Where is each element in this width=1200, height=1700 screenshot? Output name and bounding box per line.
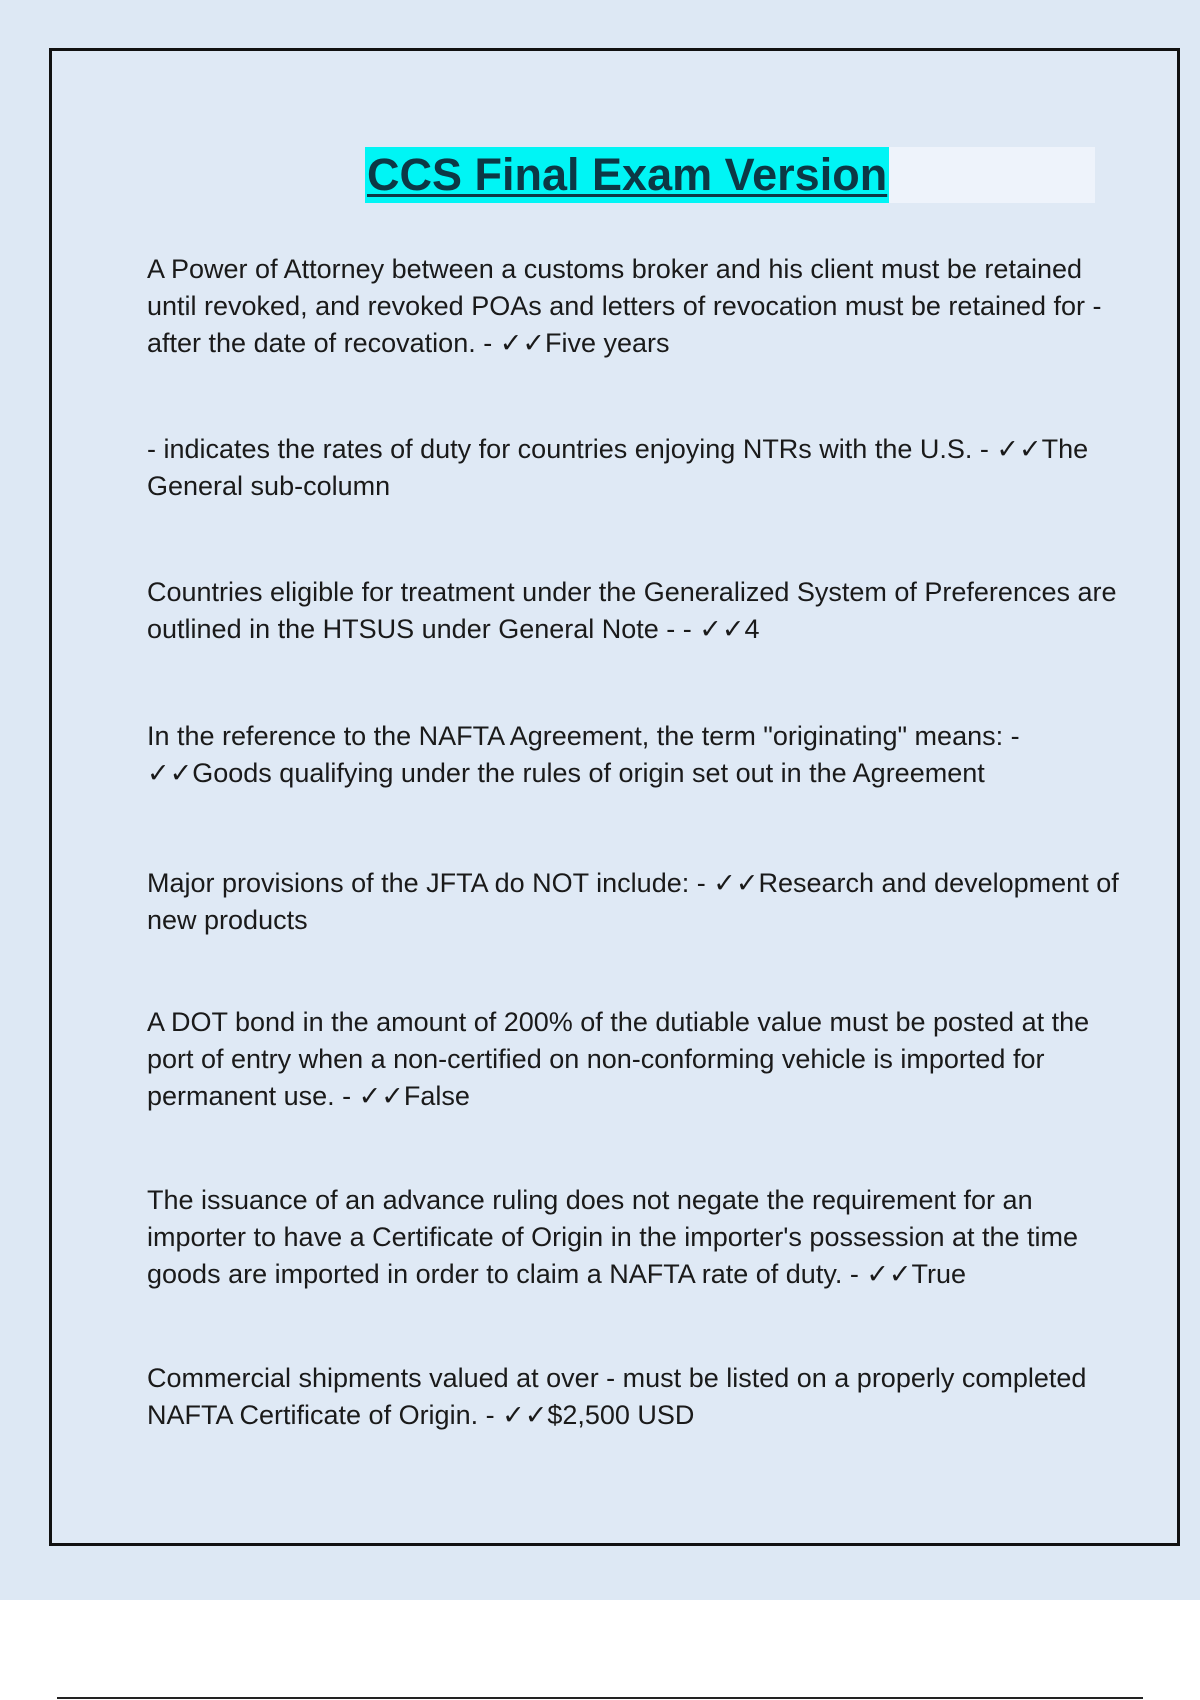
footer-divider: [57, 1697, 1143, 1699]
answer-text: ✓✓False: [358, 1081, 470, 1111]
question-item: [147, 431, 1137, 505]
question-text: Countries eligible for treatment under the Generalized System of Preferences are outlined in the HTSUS under General Note - -: [147, 577, 1117, 644]
answer-text: ✓✓Research and development of new products: [147, 868, 1119, 935]
answer-text: ✓✓True: [866, 1259, 967, 1289]
answer-text: ✓✓$2,500 USD: [502, 1400, 695, 1430]
question-text: Major provisions of the JFTA do NOT include: -: [147, 868, 714, 898]
question-item: [147, 574, 1137, 648]
answer-text: ✓✓Goods qualifying under the rules of origin set out in the Agreement: [147, 758, 985, 788]
answer-text: ✓✓The General sub-column: [147, 434, 1089, 501]
question-text: The issuance of an advance ruling does not negate the requirement for an importer to have a Certificate of Origin in the importer's possession at the time goods are imported in order to claim a NAFTA rate of duty. -: [147, 1185, 1079, 1289]
answer-text: ✓✓4: [699, 614, 760, 644]
question-item: [147, 251, 1137, 362]
question-item: [147, 1004, 1137, 1115]
question-item: [147, 718, 1137, 792]
question-text: A Power of Attorney between a customs broker and his client must be retained until revoked, and revoked POAs and letters of revocation must be retained for - after the date of recovation. -: [147, 254, 1102, 358]
title-bar: [365, 147, 1095, 203]
answer-text: ✓✓Five years: [499, 328, 670, 358]
question-item: [147, 865, 1137, 939]
question-text: Commercial shipments valued at over - must be listed on a properly completed NAFTA Certificate of Origin. -: [147, 1363, 1087, 1430]
document-frame: [49, 48, 1180, 1546]
question-text: - indicates the rates of duty for countries enjoying NTRs with the U.S. -: [147, 434, 997, 464]
question-text: In the reference to the NAFTA Agreement, the term "originating" means: -: [147, 721, 1020, 751]
document-title: CCS Final Exam Version: [365, 147, 889, 203]
question-item: [147, 1182, 1137, 1293]
question-item: [147, 1360, 1137, 1434]
question-text: A DOT bond in the amount of 200% of the dutiable value must be posted at the port of entry when a non-certified on non-conforming vehicle is imported for permanent use. -: [147, 1007, 1090, 1111]
